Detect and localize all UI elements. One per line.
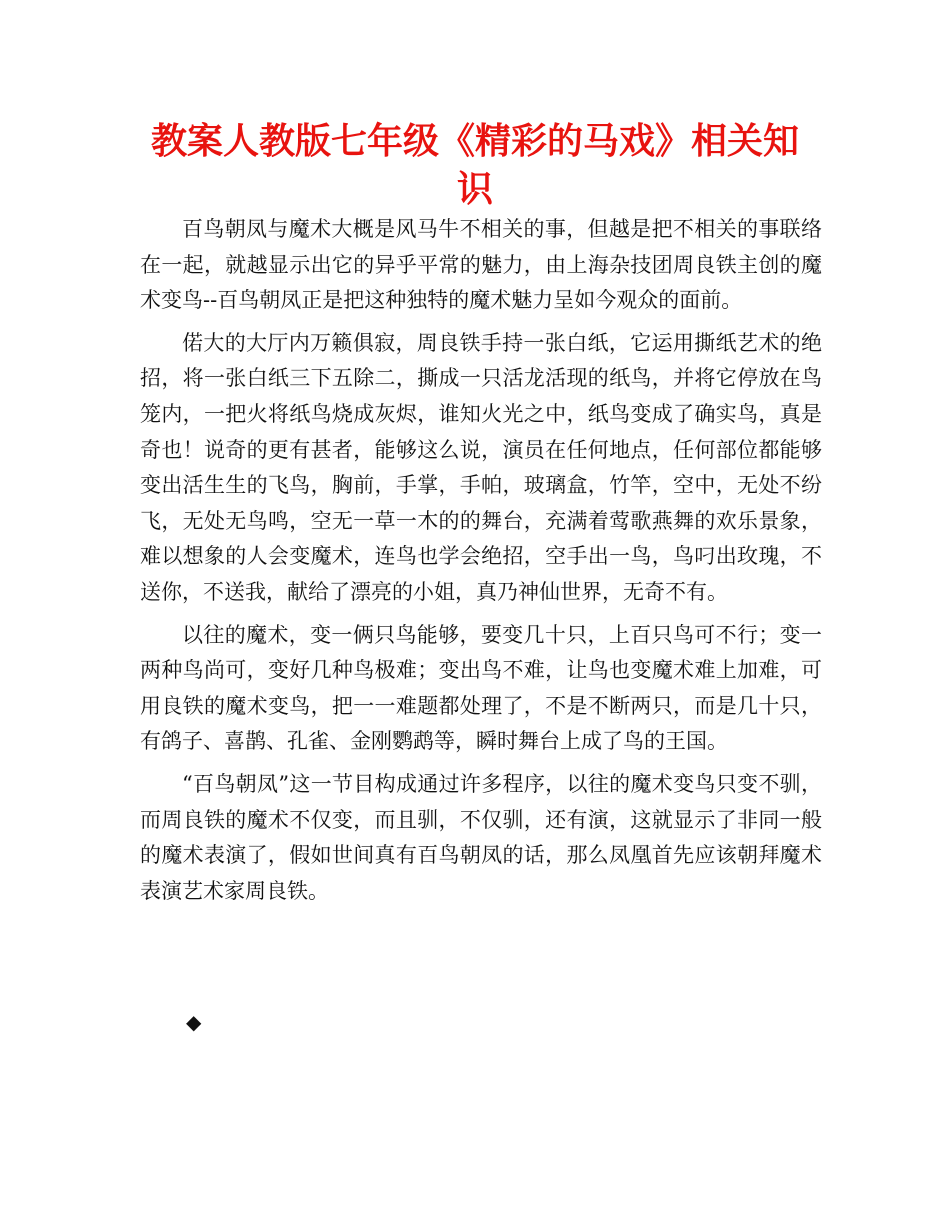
paragraph-3: 以往的魔术，变一俩只鸟能够，要变几十只，上百只鸟可不行；变一两种鸟尚可，变好几种鸟极难；变出鸟不难，让鸟也变魔术难上加难，可用良铁的魔术变鸟，把一一难题都处理了，不是不断两只，而是几十只，有鸽子、喜鹊、孔雀、金刚鹦鹉等，瞬时舞台上成了鸟的王国。 xyxy=(140,622,822,754)
diamond-bullet-icon: ◆ xyxy=(186,1010,202,1034)
paragraph-1: 百鸟朝凤与魔术大概是风马牛不相关的事，但越是把不相关的事联络在一起，就越显示出它的异乎平常的魅力，由上海杂技团周良铁主创的魔术变鸟--百鸟朝凤正是把这种独特的魔术魅力呈如今观众的面前。 xyxy=(140,217,822,313)
document-title: 教案人教版七年级《精彩的马戏》相关知识 xyxy=(150,121,799,210)
paragraph-4: “百鸟朝凤”这一节目构成通过许多程序，以往的魔术变鸟只变不驯，而周良铁的魔术不仅变，而且驯，不仅驯，还有演，这就显示了非同一般的魔术表演了，假如世间真有百鸟朝凤的话，那么凤凰首先应该朝拜魔术表演艺术家周良铁。 xyxy=(140,771,822,903)
document-body xyxy=(140,212,822,916)
paragraph-2: 偌大的大厅内万籁俱寂，周良铁手持一张白纸，它运用撕纸艺术的绝招，将一张白纸三下五除二，撕成一只活龙活现的纸鸟，并将它停放在鸟笼内，一把火将纸鸟烧成灰烬，谁知火光之中，纸鸟变成了确实鸟，真是奇也！说奇的更有甚者，能够这么说，演员在任何地点，任何部位都能够变出活生生的飞鸟，胸前，手掌，手帕，玻璃盒，竹竿，空中，无处不纷飞，无处无鸟鸣，空无一草一木的的舞台，充满着莺歌燕舞的欢乐景象，难以想象的人会变魔术，连鸟也学会绝招，空手出一鸟，鸟叼出玫瑰，不送你，不送我，献给了漂亮的小姐，真乃神仙世界，无奇不有。 xyxy=(140,330,822,604)
